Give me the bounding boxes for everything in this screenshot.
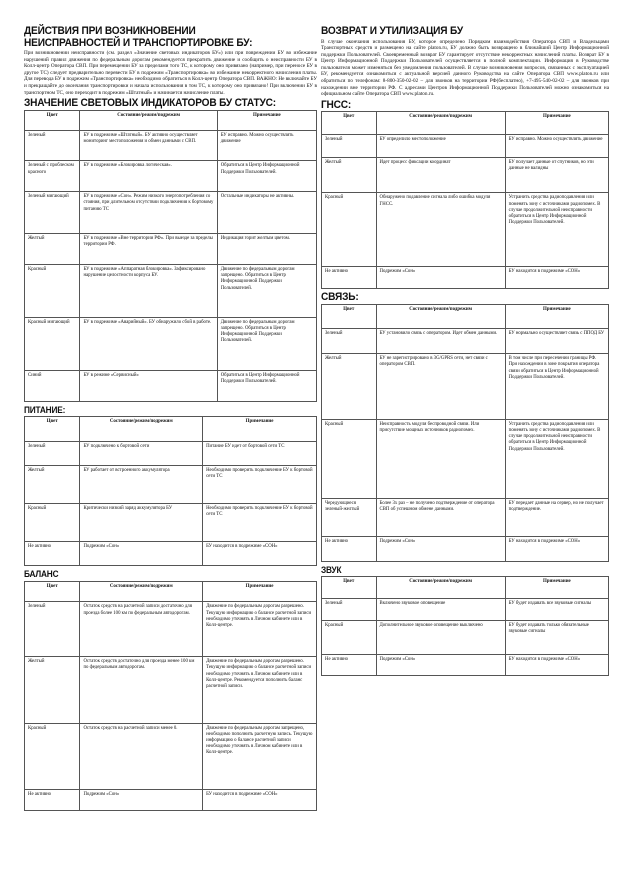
table-row: [322, 354, 609, 420]
table-row: [25, 723, 317, 789]
cell-note: БУ получает данные от спутников, но эти данные не валидны: [505, 157, 608, 192]
cell-color: Зеленый с проблеском красного: [25, 161, 80, 192]
cell-state: Более 3х раз – не получено подтверждение от оператора СВП об успешном обмене данными.: [376, 498, 505, 536]
cell-note: БУ будет издавать все звуковые сигналы: [505, 599, 608, 621]
cell-color: Желтый: [322, 354, 377, 420]
table-row: [25, 192, 317, 234]
header-state: Состояние/режим/подрежим: [376, 112, 505, 135]
header-color: Цвет: [25, 417, 80, 441]
header-state: Состояние/режим/подрежим: [376, 577, 505, 599]
cell-color: Желтый: [25, 657, 80, 723]
cell-color: Зеленый: [322, 599, 377, 621]
cell-state: БУ в подрежиме «Сон». Режим низкого энергопотребления со стояния, при длительном отсутствии подключения к бортовому питанию ТС: [80, 192, 217, 234]
table-row: [25, 264, 317, 317]
cell-state: БУ в подрежиме «Блокировка логическая».: [80, 161, 217, 192]
cell-color: Желтый: [322, 157, 377, 192]
cell-color: Красный мигающий: [25, 317, 80, 370]
cell-note: Движение по федеральным дорогам запрещено. Обратиться в Центр Информационной Поддержки Пользователей.: [217, 317, 316, 370]
cell-note: БУ будет издавать только обязательные звуковые сигналы: [505, 620, 608, 654]
cell-color: Не активно: [25, 789, 80, 810]
table-row: [25, 161, 317, 192]
cell-state: БУ в подрежиме «Штатный». БУ активно осуществляет мониторинг местоположения и обмен данными с СВП.: [80, 130, 217, 161]
link-table: [321, 304, 609, 562]
table-row: [322, 654, 609, 676]
table-row: [322, 193, 609, 266]
cell-state: Подрежим «Сон»: [376, 537, 505, 562]
cell-color: Зеленый: [322, 135, 377, 158]
fault-intro-text: При возникновении неисправности (см. раздел «Значение световых индикаторов БУ») или при повреждении БУ во избежание нарушений правил движения по федеральным дорогам рекомендуется прекратить движение и сообщить о неисправности БУ в Колл-центр Оператора СВП. При перемещении БУ за пределами того ТС, к которому оно привязано (например, при переносе БУ в другое ТС) следует предварительно перевести БУ в подрежим «Транспортировка» во избежание некорректного начисления платы. Для перевода БУ в подрежим «Транспортировка» необходимо обратиться в Колл-центр Оператора СВП. ВАЖНО: Не включайте БУ и прекращайте до окончания транспортировки и начала использования в том ТС, к которому оно привязано! При включении БУ в транспортном ТС, оно переходит в подрежим «Штатный» и начинается начисление платы.: [24, 50, 317, 96]
header-state: Состояние/режим/подрежим: [80, 417, 203, 441]
header-state: Состояние/режим/подрежим: [376, 304, 505, 329]
table-row: [322, 157, 609, 192]
right-column: [321, 26, 609, 676]
table-row: [25, 541, 317, 565]
cell-note: БУ находится в подрежиме «СОН»: [203, 789, 317, 810]
status-table: [24, 110, 317, 402]
table-row: [322, 537, 609, 562]
table-row: [25, 234, 317, 265]
cell-state: БУ определило местоположение: [376, 135, 505, 158]
cell-state: Остаток средств достаточно для проезда менее 100 км по федеральным автодорогам.: [80, 657, 203, 723]
cell-note: В том числе при пересечении границы РФ. При нахождении в зоне покрытия оператора связи обратиться в Центр Информационной Поддержки Пользователей.: [505, 354, 608, 420]
table-row: [25, 130, 317, 161]
cell-note: Питание БУ идет от бортовой сети ТС: [203, 441, 317, 465]
cell-color: Красный: [322, 193, 377, 266]
cell-color: Красный: [25, 264, 80, 317]
cell-state: БУ не зарегистрировано в 3G/GPRS сети, нет связи с оператором СВП.: [376, 354, 505, 420]
table-header-row: [25, 110, 317, 130]
cell-state: БУ подключено к бортовой сети: [80, 441, 203, 465]
return-text: В случае окончания использования БУ, которое определено Порядком взаимодействия Оператора СВП и Владельцами Транспортных средств и размещено на сайте platon.ru, БУ должно быть возвращено в ближайший Центр Информационной поддержки Пользователей. Своевременный возврат БУ гарантирует отсутствие некорректных начислений платы. Возврат БУ в Центр Информационной Поддержки Пользователей осуществляется в полной комплектации. Информация в Руководстве пользователя может изменяться без уведомления пользователей. В случае возникновения вопросов, связанных с эксплуатацией БУ, рекомендуется ознакомиться с актуальной версией данного Руководства на сайте Оператора СВП www.platon.ru или обратиться по телефонам: 8-800-350-02-02 – для звонков на территории РФ(бесплатно), +7-495-540-02-02 – для звонков при нахождении вне территории РФ. С адресами Центров Информационной Поддержки Пользователей можно ознакомиться на официальном сайте Оператора СВП www.platon.ru.: [321, 38, 609, 98]
cell-note: Необходимо проверить подключение БУ к бортовой сети ТС: [203, 465, 317, 503]
cell-note: Движение по федеральным дорогам разрешено. Текущую информацию о балансе расчетной записи необходимо уточнять в Личном кабинете или в Колл-центре.: [203, 602, 317, 657]
cell-note: Устранить средства радиоподавления или поменять зону с источниками радиопомех. В случае продолжительной неисправности обратиться в Центр Информационной Поддержки Пользователей.: [505, 193, 608, 266]
cell-color: Не активно: [322, 266, 377, 289]
cell-state: Идет процесс фиксации координат: [376, 157, 505, 192]
cell-color: Желтый: [25, 465, 80, 503]
sound-table: [321, 576, 609, 676]
power-table: [24, 416, 317, 566]
table-row: [25, 441, 317, 465]
cell-color: Зеленый: [322, 329, 377, 354]
link-section-title: СВЯЗЬ:: [321, 291, 359, 304]
table-row: [25, 602, 317, 657]
cell-color: Зеленый: [25, 441, 80, 465]
table-row: [25, 465, 317, 503]
sound-section-title: ЗВУК: [321, 564, 342, 575]
cell-state: Подрежим «Сон»: [80, 541, 203, 565]
table-row: [322, 419, 609, 498]
cell-color: Красный: [322, 620, 377, 654]
status-section-title: ЗНАЧЕНИЕ СВЕТОВЫХ ИНДИКАТОРОВ БУ СТАТУС:: [24, 97, 276, 110]
cell-state: Остаток средств на расчетной записи менее 0.: [80, 723, 203, 789]
table-row: [322, 329, 609, 354]
header-color: Цвет: [322, 577, 377, 599]
gnss-table: [321, 111, 609, 289]
cell-note: Индикация горит желтым цветом.: [217, 234, 316, 265]
cell-note: Движение по федеральным дорогам разрешено. Текущую информацию о балансе расчетной записи необходимо уточнять в Личном кабинете или в Колл-центре. Рекомендуется пополнить баланс расчетной записи.: [203, 657, 317, 723]
cell-color: Красный: [25, 503, 80, 541]
cell-note: БУ находится в подрежиме «СОН»: [203, 541, 317, 565]
cell-color: Зеленый: [25, 130, 80, 161]
cell-state: Остаток средств на расчетной записи достаточно для проезда более 100 км по федеральным автодорогам.: [80, 602, 203, 657]
cell-note: Остальные индикаторы не активны.: [217, 192, 316, 234]
header-note: Примечание: [505, 577, 608, 599]
cell-note: Движение по федеральным дорогам запрещено. Обратиться в Центр Информационной Поддержки Пользователей.: [217, 264, 316, 317]
header-note: Примечание: [203, 581, 317, 602]
header-color: Цвет: [322, 112, 377, 135]
cell-state: БУ в подрежиме «Аварийный». БУ обнаружило сбой в работе.: [80, 317, 217, 370]
cell-state: Подрежим «Сон»: [376, 266, 505, 289]
table-row: [322, 599, 609, 621]
cell-state: Дополнительное звуковое оповещение выключено: [376, 620, 505, 654]
cell-state: БУ в подрежиме «Вне территории РФ». При выезде за пределы территории РФ.: [80, 234, 217, 265]
cell-color: Не активно: [322, 654, 377, 676]
cell-state: БУ в режиме «Сервисный»: [80, 370, 217, 401]
cell-note: БУ передает данные на сервер, но не получает подтверждение.: [505, 498, 608, 536]
cell-state: БУ работает от встроенного аккумулятора: [80, 465, 203, 503]
table-row: [25, 317, 317, 370]
balance-section-title: БАЛАНС: [24, 569, 59, 580]
cell-state: БУ установило связь с оператором. Идет обмен данными.: [376, 329, 505, 354]
cell-color: Зеленый мигающий: [25, 192, 80, 234]
cell-note: Устранить средства радиоподавления или поменять зону с источниками радиопомех. В случае продолжительной неисправности обратиться в Центр Информационной Поддержки Пользователей.: [505, 419, 608, 498]
table-row: [322, 135, 609, 158]
header-color: Цвет: [25, 581, 80, 602]
cell-state: Критически низкий заряд аккумулятора БУ: [80, 503, 203, 541]
table-row: [322, 620, 609, 654]
header-note: Примечание: [505, 304, 608, 329]
cell-note: БУ находится в подрежиме «СОН»: [505, 266, 608, 289]
power-section-title: ПИТАНИЕ:: [24, 404, 66, 415]
table-row: [322, 266, 609, 289]
cell-note: Необходимо проверить подключение БУ к бортовой сети ТС: [203, 503, 317, 541]
cell-color: Зеленый: [25, 602, 80, 657]
header-color: Цвет: [25, 110, 80, 130]
cell-note: БУ исправно. Можно осуществлять движение: [217, 130, 316, 161]
cell-note: БУ находится в подрежиме «СОН»: [505, 654, 608, 676]
cell-color: Чередующиеся зеленый-желтый: [322, 498, 377, 536]
cell-color: Желтый: [25, 234, 80, 265]
cell-note: Обратиться в Центр Информационной Поддержки Пользователей.: [217, 161, 316, 192]
cell-color: Красный: [322, 419, 377, 498]
table-header-row: [25, 581, 317, 602]
cell-color: Не активно: [25, 541, 80, 565]
cell-state: Подрежим «Сон»: [80, 789, 203, 810]
return-section-title: ВОЗВРАТ И УТИЛИЗАЦИЯ БУ: [321, 25, 463, 37]
cell-note: БУ находится в подрежиме «СОН»: [505, 537, 608, 562]
table-row: [25, 789, 317, 810]
header-note: Примечание: [505, 112, 608, 135]
cell-color: Синий: [25, 370, 80, 401]
cell-note: БУ исправно. Можно осуществлять движение: [505, 135, 608, 158]
table-row: [322, 498, 609, 536]
cell-color: Не активно: [322, 537, 377, 562]
gnss-section-title: ГНСС:: [321, 98, 352, 111]
table-header-row: [322, 304, 609, 329]
cell-state: Неисправность модуля беспроводной связи. Или присутствие мощных источников радиопомех.: [376, 419, 505, 498]
cell-note: Обратиться в Центр Информационной Поддержки Пользователей.: [217, 370, 316, 401]
cell-note: Движение по федеральным дорогам запрещено, необходимо пополнить расчетную запись. Текущую информацию о балансе расчетной записи необходимо уточнять в Личном кабинете или в Колл-центре.: [203, 723, 317, 789]
cell-state: Обнаружено подавление сигнала либо ошибка модуля ГНСС.: [376, 193, 505, 266]
header-state: Состояние/режим/подрежим: [80, 581, 203, 602]
left-column: [24, 26, 317, 811]
cell-state: БУ в подрежиме «Аппаратная блокировка». Зафиксировано нарушение целостности корпуса БУ.: [80, 264, 217, 317]
table-header-row: [322, 577, 609, 599]
header-note: Примечание: [217, 110, 316, 130]
cell-note: БУ нормально осуществляет связь с ППОД БУ: [505, 329, 608, 354]
header-color: Цвет: [322, 304, 377, 329]
header-state: Состояние/режим/подрежим: [80, 110, 217, 130]
table-row: [25, 370, 317, 401]
cell-state: Подрежим «Сон»: [376, 654, 505, 676]
cell-state: Включено звуковое оповещение: [376, 599, 505, 621]
table-row: [25, 657, 317, 723]
balance-table: [24, 581, 317, 811]
header-note: Примечание: [203, 417, 317, 441]
fault-section-title: ДЕЙСТВИЯ ПРИ ВОЗНИКНОВЕНИИ НЕИСПРАВНОСТЕЙ И ТРАНСПОРТИРОВКЕ БУ:: [24, 25, 253, 49]
table-header-row: [322, 112, 609, 135]
cell-color: Красный: [25, 723, 80, 789]
table-header-row: [25, 417, 317, 441]
table-row: [25, 503, 317, 541]
